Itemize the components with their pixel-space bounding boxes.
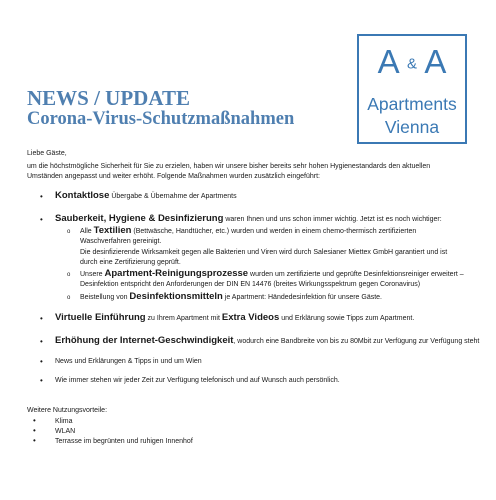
subitem-cleaning: Unsere Apartment-Reinigungsprozesse wurden um zertifizierte und geprüfte Desinfektionsreiniger erweitert –: [80, 268, 464, 279]
item-news: News und Erklärungen & Tipps in und um Wien: [55, 358, 202, 365]
bullet-icon: •: [40, 357, 43, 366]
greeting: Liebe Gäste,: [27, 150, 67, 157]
page-subtitle: Corona-Virus-Schutzmaßnahmen: [27, 109, 295, 129]
logo-line-vienna: Vienna: [384, 117, 440, 137]
intro-line-2: Umständen angepasst und weiter erhöht. Folgende Maßnahmen wurden zusätzlich eingeführt:: [27, 173, 321, 180]
bullet-icon: •: [40, 337, 43, 346]
subitem-textiles: Alle Textilien (Bettwäsche, Handtücher, etc.) wurden und werden in einem chemo-thermisch zertifizierten: [80, 225, 417, 236]
circle-bullet-icon: o: [67, 272, 71, 278]
item-availability: Wie immer stehen wir jeder Zeit zur Verfügung telefonisch und auf Wunsch auch persönlich.: [55, 377, 340, 384]
bullet-icon: •: [33, 426, 36, 435]
circle-bullet-icon: o: [67, 229, 71, 235]
logo-initials: A & A: [377, 43, 447, 80]
subitem-disinfectants: Beistellung von Desinfektionsmitteln je Apartment: Händedesinfektion für unsere Gäste.: [80, 291, 383, 302]
extras-title: Weitere Nutzungsvorteile:: [27, 407, 108, 414]
extras-item: Klima: [55, 418, 73, 425]
bullet-icon: •: [40, 314, 43, 323]
extras-item: Terrasse im begrünten und ruhigen Innenhof: [55, 438, 193, 445]
logo-line-apartments: Apartments: [367, 94, 457, 114]
subitem-textiles-line-3: Die desinfizierende Wirksamkeit gegen alle Bakterien und Viren wird durch Salesianer Miettex GmbH garantiert und ist: [80, 249, 448, 256]
bullet-icon: •: [40, 376, 43, 385]
subitem-textiles-line-4: durch eine Zertifizierung geprüft.: [80, 259, 181, 266]
extras-item: WLAN: [55, 428, 76, 435]
item-virtual-intro: Virtuelle Einführung zu Ihrem Apartment mit Extra Videos und Erklärung sowie Tipps zum Apartment.: [55, 312, 415, 323]
logo: [357, 34, 467, 144]
intro-line-1: um die höchstmögliche Sicherheit für Sie zu erzielen, haben wir unsere bisher bereits sehr hohen Hygienestandards den aktuellen: [27, 163, 431, 170]
bullet-icon: •: [40, 215, 43, 224]
bullet-icon: •: [33, 436, 36, 445]
subitem-cleaning-line-2: Desinfektion entspricht den Anforderungen der DIN EN 14476 (breites Wirkungsspektrum gegen Coronavirus): [80, 281, 421, 288]
page-title: NEWS / UPDATE: [27, 86, 190, 110]
circle-bullet-icon: o: [67, 295, 71, 301]
item-internet: Erhöhung der Internet-Geschwindigkeit, wodurch eine Bandbreite von bis zu 80Mbit zur Verfügung zur Verfügung steht: [55, 335, 480, 346]
subitem-textiles-line-2: Waschverfahren gereinigt.: [80, 238, 162, 245]
item-hygiene: Sauberkeit, Hygiene & Desinfizierung waren Ihnen und uns schon immer wichtig. Jetzt ist es noch wichtiger:: [55, 213, 442, 224]
bullet-icon: •: [40, 192, 43, 201]
bullet-icon: •: [33, 416, 36, 425]
item-contactless: Kontaktlose Übergabe & Übernahme der Apartments: [55, 190, 237, 201]
